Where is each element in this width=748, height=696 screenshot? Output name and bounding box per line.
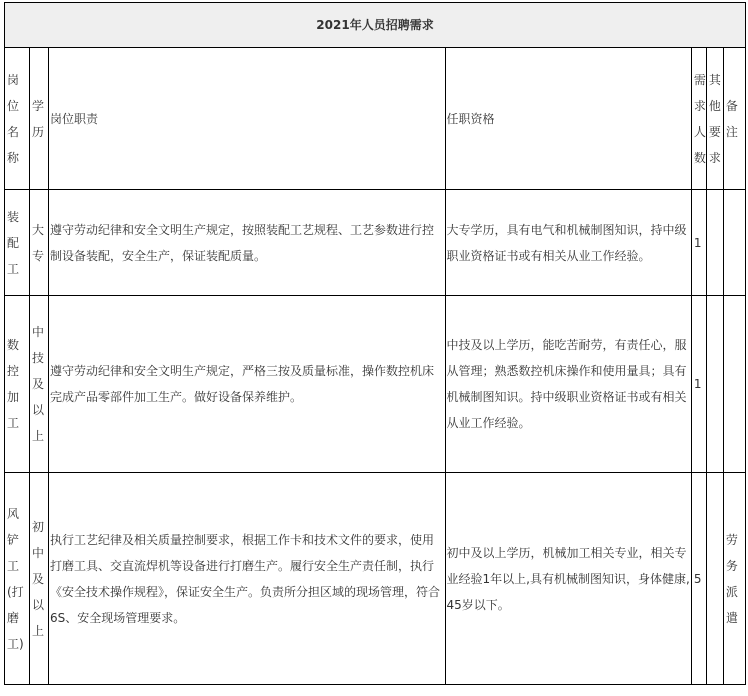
cell-duties: 遵守劳动纪律和安全文明生产规定，严格三按及质量标准，操作数控机床完成产品零部件加工生产。做好设备保养维护。 bbox=[49, 296, 445, 473]
cell-remark bbox=[723, 296, 745, 473]
cell-education: 中技及以上 bbox=[30, 296, 49, 473]
table-row bbox=[5, 190, 746, 296]
header-education: 学历 bbox=[30, 48, 49, 190]
cell-education: 大专 bbox=[30, 190, 49, 296]
table-row bbox=[5, 296, 746, 473]
cell-other bbox=[706, 296, 723, 473]
cell-other bbox=[706, 190, 723, 296]
recruitment-table bbox=[4, 2, 746, 685]
title-row bbox=[5, 3, 746, 48]
cell-position: 风铲工(打磨工) bbox=[5, 473, 30, 685]
table-title: 2021年人员招聘需求 bbox=[5, 3, 746, 48]
cell-count: 1 bbox=[691, 296, 706, 473]
header-remark: 备注 bbox=[723, 48, 745, 190]
cell-duties: 遵守劳动纪律和安全文明生产规定，按照装配工艺规程、工艺参数进行控制设备装配，安全生产，保证装配质量。 bbox=[49, 190, 445, 296]
header-position: 岗位名称 bbox=[5, 48, 30, 190]
cell-remark: 劳务派遣 bbox=[723, 473, 745, 685]
cell-count: 1 bbox=[691, 190, 706, 296]
header-count: 需求人数 bbox=[691, 48, 706, 190]
cell-qualifications: 大专学历，具有电气和机械制图知识，持中级职业资格证书或有相关从业工作经验。 bbox=[445, 190, 691, 296]
header-qualifications: 任职资格 bbox=[445, 48, 691, 190]
cell-count: 5 bbox=[691, 473, 706, 685]
cell-position: 数控加工 bbox=[5, 296, 30, 473]
cell-qualifications: 中技及以上学历，能吃苦耐劳，有责任心，服从管理；熟悉数控机床操作和使用量具；具有机械制图知识。持中级职业资格证书或有相关从业工作经验。 bbox=[445, 296, 691, 473]
cell-other bbox=[706, 473, 723, 685]
cell-qualifications: 初中及以上学历，机械加工相关专业，相关专业经验1年以上,具有机械制图知识，身体健康,45岁以下。 bbox=[445, 473, 691, 685]
cell-duties: 执行工艺纪律及相关质量控制要求，根据工作卡和技术文件的要求，使用打磨工具、交直流焊机等设备进行打磨生产。履行安全生产责任制，执行《安全技术操作规程》，保证安全生产。负责所分担区域的现场管理，符合6S、安全现场管理要求。 bbox=[49, 473, 445, 685]
cell-position: 装配工 bbox=[5, 190, 30, 296]
table-row bbox=[5, 473, 746, 685]
cell-remark bbox=[723, 190, 745, 296]
header-row bbox=[5, 48, 746, 190]
cell-education: 初中及以上 bbox=[30, 473, 49, 685]
header-duties: 岗位职责 bbox=[49, 48, 445, 190]
header-other: 其他要求 bbox=[706, 48, 723, 190]
